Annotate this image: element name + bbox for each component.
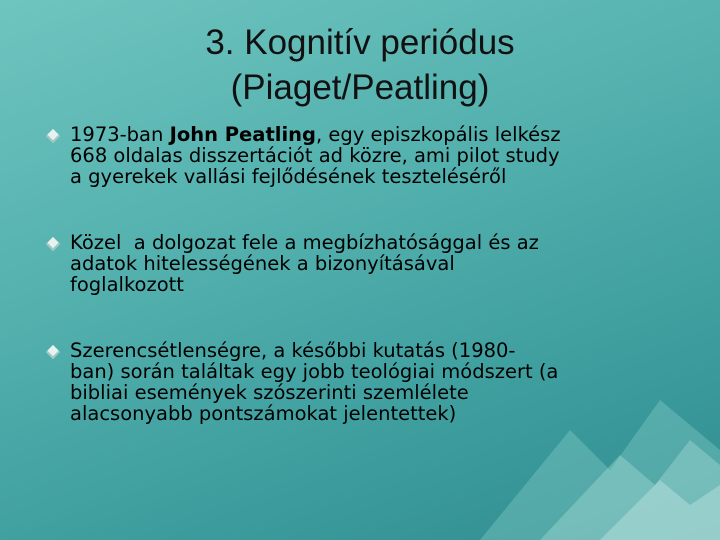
bullet-bold-name: John Peatling bbox=[169, 123, 316, 146]
bullet-text-line: ban) során találtak egy jobb teológiai módszert (a bbox=[70, 360, 559, 383]
diamond-bullet-icon bbox=[46, 345, 60, 359]
bullet-text bbox=[70, 124, 690, 187]
bullet-text-line: a gyerekek vallási fejlődésének teszteléséről bbox=[70, 165, 507, 188]
slide-title-line-1: 3. Kognitív periódus bbox=[205, 23, 515, 62]
mountain-decoration bbox=[420, 360, 720, 540]
bullet-text-line: 668 oldalas disszertációt ad közre, ami pilot study bbox=[70, 144, 560, 167]
bullet-text-line: Közel a dolgozat fele a megbízhatósággal és az bbox=[70, 231, 539, 254]
bullet-text-line: adatok hitelességének a bizonyításával bbox=[70, 252, 455, 275]
bullet-text bbox=[70, 232, 690, 295]
diamond-bullet-icon bbox=[46, 237, 60, 251]
slide-title bbox=[0, 20, 720, 110]
bullet-text-line: foglalkozott bbox=[70, 273, 184, 296]
bullet-text-line: bibliai események szószerinti szemlélete bbox=[70, 381, 469, 404]
bullet-text-segment: 1973-ban bbox=[70, 123, 170, 146]
diamond-bullet-icon bbox=[46, 129, 60, 143]
slide-title-line-2: (Piaget/Peatling) bbox=[230, 68, 490, 107]
bullet-text-line: Szerencsétlenségre, a későbbi kutatás (1980- bbox=[70, 339, 516, 362]
bullet-text-line: alacsonyabb pontszámokat jelentettek) bbox=[70, 402, 457, 425]
bullet-text-segment: , egy episzkopális lelkész bbox=[315, 123, 561, 146]
bullet-text-line bbox=[70, 123, 561, 146]
